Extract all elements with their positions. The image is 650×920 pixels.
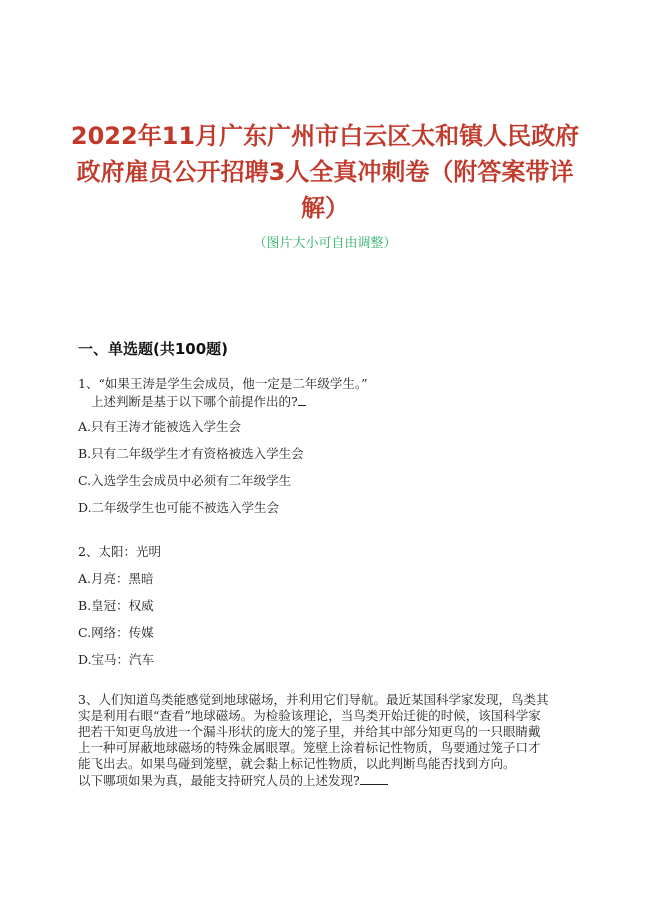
question-2-option-c: C.网络：传媒 <box>78 625 154 640</box>
question-1-option-d: D.二年级学生也可能不被选入学生会 <box>78 500 280 515</box>
question-1-option-a: A.只有王涛才能被选入学生会 <box>78 419 242 434</box>
question-3-line-2: 实是利用右眼“查看”地球磁场。为检验该理论，当鸟类开始迁徙的时候，该国科学家 <box>78 708 541 723</box>
section-heading: 一、单选题(共100题) <box>78 340 229 358</box>
answer-blank <box>360 772 388 785</box>
document-subtitle: （图片大小可自由调整） <box>253 236 397 251</box>
title-line-2: 政府雇员公开招聘3人全真冲刺卷（附答案带详 <box>76 158 574 186</box>
question-1-stem <box>78 375 578 411</box>
question-3-line-1: 3、人们知道鸟类能感觉到地球磁场，并利用它们导航。最近某国科学家发现，鸟类其 <box>78 692 549 707</box>
question-3-stem <box>78 692 578 789</box>
question-1-option-b: B.只有二年级学生才有资格被选入学生会 <box>78 446 304 461</box>
title-line-1: 2022年11月广东广州市白云区太和镇人民政府 <box>70 122 580 150</box>
question-2-stem: 2、太阳：光明 <box>78 544 161 559</box>
question-1-stem-line-1: 1、“如果王涛是学生会成员，他一定是二年级学生。” <box>78 376 368 391</box>
question-3-line-5: 能飞出去。如果鸟碰到笼壁，就会黏上标记性物质，以此判断鸟能否找到方向。 <box>78 756 516 771</box>
question-2-option-a: A.月亮：黑暗 <box>78 571 154 586</box>
question-3-line-3: 把若干知更鸟放进一个漏斗形状的庞大的笼子里，并给其中部分知更鸟的一只眼睛戴 <box>78 724 541 739</box>
question-2-option-d: D.宝马：汽车 <box>78 652 155 667</box>
question-3-line-6 <box>78 772 578 789</box>
question-3-line-4: 上一种可屏蔽地球磁场的特殊金属眼罩。笼壁上涂着标记性物质，鸟要通过笼子口才 <box>78 740 541 755</box>
answer-blank <box>298 393 306 406</box>
question-1-stem-line-2 <box>78 393 578 411</box>
question-3-prompt: 以下哪项如果为真，最能支持研究人员的上述发现? <box>78 773 360 788</box>
question-1-prompt: 上述判断是基于以下哪个前提作出的? <box>91 394 298 409</box>
title-line-3: 解） <box>301 194 349 222</box>
question-1-option-c: C.入选学生会成员中必须有二年级学生 <box>78 473 292 488</box>
question-2-option-b: B.皇冠：权威 <box>78 598 154 613</box>
document-title <box>60 118 590 226</box>
